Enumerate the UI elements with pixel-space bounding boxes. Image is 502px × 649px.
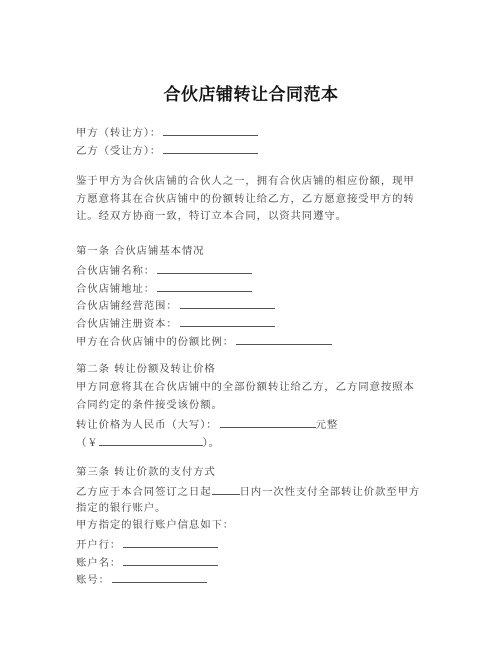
article1-heading: 第一条 合伙店铺基本情况 [76,245,205,257]
holder-blank[interactable] [123,554,218,566]
article2-body-line: 甲方同意将其在合伙店铺中的全部份额转让给乙方，乙方同意按照本 [76,381,415,393]
shop-capital-blank[interactable] [180,315,275,327]
account-blank[interactable] [112,571,207,583]
account-line [76,571,207,587]
payment-days-blank[interactable] [212,483,240,495]
article2-heading: 第二条 转让份额及转让价格 [76,363,216,375]
shop-address-blank[interactable] [157,280,252,292]
preamble-line: 让。经双方协商一致，特订立本合同，以资共同遵守。 [76,210,347,222]
shop-scope-blank[interactable] [180,297,275,309]
shop-name-line [76,262,252,278]
shop-address-line [76,280,252,296]
party-b-line [76,142,258,158]
account-label: 账号： [76,574,110,586]
price-line [76,416,338,432]
shop-name-label: 合伙店铺名称： [76,265,156,277]
payment-deadline-line [76,483,420,499]
document-title: 合伙店铺转让合同范本 [163,85,339,105]
paren-open: （￥ [76,437,99,449]
shop-scope-line [76,297,275,313]
price-suffix: 元整 [315,419,339,431]
party-b-label: 乙方（受让方）： [76,145,162,157]
article3-heading: 第三条 转让价款的支付方式 [76,466,216,478]
share-ratio-blank[interactable] [236,333,332,345]
preamble-line: 鉴于甲方为合伙店铺的合伙人之一，拥有合伙店铺的相应份额，现甲 [76,175,415,187]
price-number-line [76,434,220,450]
shop-name-blank[interactable] [157,262,252,274]
party-a-line [76,124,258,140]
share-ratio-line [76,333,332,349]
party-a-blank[interactable] [163,124,258,136]
preamble-line: 方愿意将其在合伙店铺中的份额转让给乙方，乙方愿意接受甲方的转 [76,193,415,205]
price-number-blank[interactable] [99,434,203,446]
shop-address-label: 合伙店铺地址： [76,283,156,295]
shop-capital-line [76,315,275,331]
party-b-blank[interactable] [163,142,258,154]
price-prefix: 转让价格为人民币（大写）： [76,419,218,431]
paren-close: ）。 [202,437,220,449]
shop-scope-label: 合伙店铺经营范围： [76,300,178,312]
payment-text-a: 乙方应于本合同签订之日起 [76,486,212,498]
article3-body-line: 指定的银行账户。 [76,502,167,514]
bank-info-line: 甲方指定的银行账户信息如下： [76,519,235,531]
bank-blank[interactable] [123,536,218,548]
share-ratio-label: 甲方在合伙店铺中的份额比例： [76,336,235,348]
holder-line [76,554,218,570]
shop-capital-label: 合伙店铺注册资本： [76,318,178,330]
holder-label: 账户名： [76,557,122,569]
bank-label: 开户行： [76,539,122,551]
price-words-blank[interactable] [220,416,316,428]
article2-body-line: 合同约定的条件接受该份额。 [76,399,223,411]
payment-text-b: 日内一次性支付全部转让价款至甲方 [239,486,421,498]
bank-line [76,536,218,552]
party-a-label: 甲方（转让方）： [76,127,162,139]
